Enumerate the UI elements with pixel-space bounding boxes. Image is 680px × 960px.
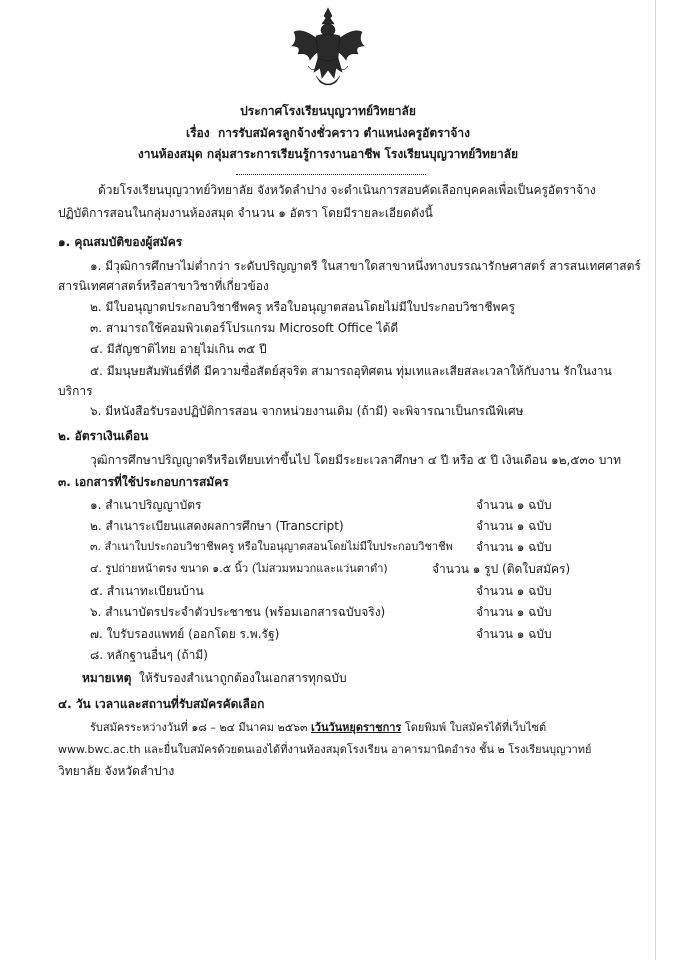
announcement-title: ประกาศโรงเรียนบุญวาทย์วิทยาลัย — [240, 104, 416, 118]
subject-text: การรับสมัครลูกจ้างชั่วคราว ตำแหน่งครูอัตราจ้าง — [217, 126, 470, 140]
salary-text: วุฒิการศึกษาปริญญาตรีหรือเทียบเท่าขึ้นไป โดยมีระยะเวลาศึกษา ๔ ปี หรือ ๕ ปี เงินเดือน ๑๒,๕๓๐ บาท — [90, 453, 622, 467]
announcement-subline: งานห้องสมุด กลุ่มสาระการเรียนรู้การงานอาชีพ โรงเรียนบุญวาทย์วิทยาลัย — [137, 147, 519, 161]
document-item: ๗. ใบรับรองแพทย์ (ออกโดย ร.พ.รัฐ) — [90, 627, 280, 641]
section-2-heading: ๒. อัตราเงินเดือน — [58, 429, 149, 443]
application-period-line — [90, 720, 546, 736]
application-location-line-2: วิทยาลัย จังหวัดลำปาง — [58, 764, 175, 778]
qualification-6: ๖. มีหนังสือรับรองปฏิบัติการสอน จากหน่วยงานเดิม (ถ้ามี) จะพิจารณาเป็นกรณีพิเศษ — [90, 404, 524, 418]
section-4-heading: ๔. วัน เวลาและสถานที่รับสมัครคัดเลือก — [58, 697, 265, 711]
qualification-5-line-2: บริการ — [58, 384, 93, 398]
header-divider — [236, 174, 426, 175]
qualification-5-line-1: ๕. มีมนุษยสัมพันธ์ที่ดี มีความซื่อสัตย์สุจริต สามารถอุทิศตน ทุ่มเทและเสียสละเวลาให้กับงาน รักในงาน — [90, 364, 612, 378]
qualification-1-line-1: ๑. มีวุฒิการศึกษาไม่ต่ำกว่า ระดับปริญญาตรี ในสาขาใดสาขาหนึ่งทางบรรณารักษศาสตร์ สารสนเทศศาสตร์ — [90, 259, 641, 273]
section-3-heading: ๓. เอกสารที่ใช้ประกอบการสมัคร — [58, 475, 229, 489]
qualification-3: ๓. สามารถใช้คอมพิวเตอร์โปรแกรม Microsoft Office ได้ดี — [90, 321, 399, 335]
note-label: หมายเหตุ — [82, 671, 132, 685]
intro-line-2: ปฏิบัติการสอนในกลุ่มงานห้องสมุด จำนวน ๑ อัตรา โดยมีรายละเอียดดังนี้ — [58, 206, 433, 220]
garuda-emblem-icon — [288, 6, 368, 94]
document-item: ๖. สำเนาบัตรประจำตัวประชาชน (พร้อมเอกสารฉบับจริง) — [90, 605, 386, 619]
except-holidays-text: เว้นวันหยุดราชการ — [311, 721, 402, 734]
qualification-4: ๔. มีสัญชาติไทย อายุไม่เกิน ๓๕ ปี — [90, 342, 267, 356]
document-count: จำนวน ๑ ฉบับ — [476, 605, 552, 619]
note-line — [82, 670, 347, 686]
application-location-line: www.bwc.ac.th และยื่นใบสมัครด้วยตนเองได้ที่งานห้องสมุดโรงเรียน อาคารมานิตอำรง ชั้น ๒ โรงเรียนบุญวาทย์ — [58, 743, 592, 756]
document-item: ๓. สำเนาใบประกอบวิชาชีพครู หรือใบอนุญาตสอนโดยไม่มีใบประกอบวิชาชีพ — [90, 540, 453, 553]
section-1-heading: ๑. คุณสมบัติของผู้สมัคร — [58, 235, 183, 249]
document-count: จำนวน ๑ ฉบับ — [476, 519, 552, 533]
document-count: จำนวน ๑ ฉบับ — [476, 584, 552, 598]
website-intro-text: โดยพิมพ์ ใบสมัครได้ที่เว็บไซต์ — [401, 721, 547, 734]
page-edge-line — [655, 0, 656, 960]
document-item: ๑. สำเนาปริญญาบัตร — [90, 498, 202, 512]
document-item: ๒. สำเนาระเบียนแสดงผลการศึกษา (Transcript) — [90, 519, 344, 533]
document-item: ๘. หลักฐานอื่นๆ (ถ้ามี) — [90, 648, 208, 662]
document-count: จำนวน ๑ ฉบับ — [476, 498, 552, 512]
qualification-2: ๒. มีใบอนุญาตประกอบวิชาชีพครู หรือใบอนุญาตสอนโดยไม่มีใบประกอบวิชาชีพครู — [90, 300, 515, 314]
application-period-text: รับสมัครระหว่างวันที่ ๑๘ – ๒๔ มีนาคม ๒๕๖๓ — [90, 721, 312, 734]
document-item: ๔. รูปถ่ายหน้าตรง ขนาด ๑.๕ นิ้ว (ไม่สวมหมวกและแว่นตาดำ) — [90, 562, 388, 575]
announcement-subject — [0, 125, 656, 141]
subject-label: เรื่อง — [186, 126, 210, 140]
document-count: จำนวน ๑ ฉบับ — [476, 540, 552, 554]
intro-line-1: ด้วยโรงเรียนบุญวาทย์วิทยาลัย จังหวัดลำปาง จะดำเนินการสอบคัดเลือกบุคคลเพื่อเป็นครูอัตราจ้าง — [98, 183, 596, 197]
document-count: จำนวน ๑ รูป (ติดใบสมัคร) — [432, 562, 571, 576]
document-item: ๕. สำเนาทะเบียนบ้าน — [90, 584, 204, 598]
document-count: จำนวน ๑ ฉบับ — [476, 627, 552, 641]
qualification-1-line-2: สารนิเทศศาสตร์หรือสาขาวิชาที่เกี่ยวข้อง — [58, 279, 269, 293]
note-text: ให้รับรองสำเนาถูกต้องในเอกสารทุกฉบับ — [139, 671, 347, 685]
